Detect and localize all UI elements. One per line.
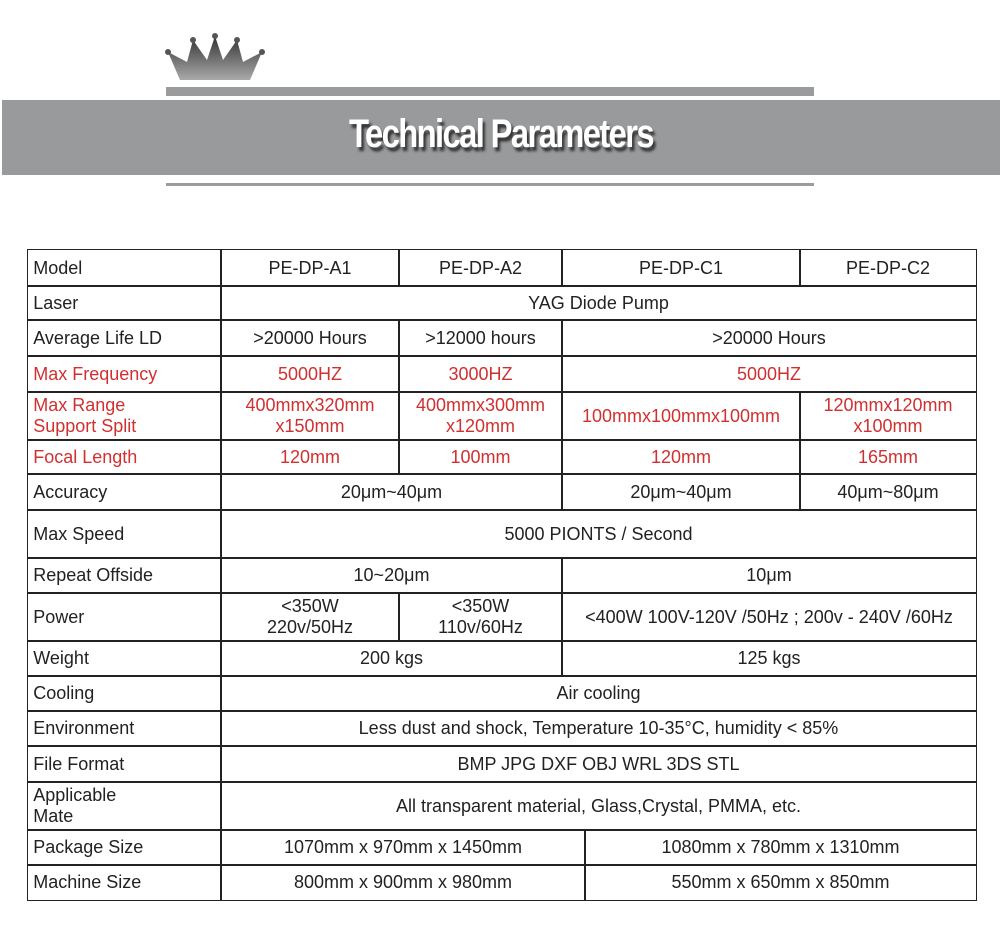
row-label (27, 473, 222, 511)
table-cell (220, 781, 977, 831)
row-label-text: Cooling (33, 683, 95, 703)
row-label-text: Max Frequency (33, 363, 158, 384)
row-label (27, 781, 222, 831)
table-cell-text: 100mm (450, 446, 511, 467)
table-cell-text: PE-DP-C1 (638, 257, 723, 278)
row-label (27, 745, 222, 783)
table-cell (398, 592, 563, 642)
table-cell-text: 1080mm x 780mm x 1310mm (661, 837, 900, 857)
title-banner (2, 100, 1000, 175)
table-cell (220, 557, 563, 594)
row-label-text: Power (33, 606, 85, 627)
row-label-text: Focal Length (33, 446, 138, 467)
table-cell (220, 509, 977, 559)
row-label-text: Repeat Offside (33, 565, 153, 585)
row-label-text: Applicable Mate (33, 785, 117, 826)
row-label-text: Max Speed (33, 523, 125, 544)
table-cell (220, 640, 563, 677)
table-cell (561, 249, 801, 287)
divider-top (166, 87, 814, 96)
table-cell (220, 391, 400, 441)
table-cell (220, 285, 977, 321)
table-cell-text: PE-DP-A2 (438, 257, 523, 278)
table-cell-text: >12000 hours (425, 327, 536, 348)
row-label-text: Max Range Support Split (33, 395, 137, 436)
table-cell-text: 40μm~80μm (837, 481, 939, 502)
table-cell (398, 319, 563, 357)
table-cell-text: 20μm~40μm (340, 481, 443, 502)
row-label (27, 640, 222, 677)
row-label-text: Average Life LD (33, 327, 163, 348)
table-cell (220, 249, 400, 287)
table-cell (584, 864, 977, 901)
row-label-text: Machine Size (33, 872, 142, 892)
table-cell-text: 5000 PIONTS / Second (504, 523, 693, 544)
row-label (27, 391, 222, 441)
page-title: Technical Parameters (349, 112, 653, 156)
table-cell (561, 557, 977, 594)
table-cell (799, 249, 977, 287)
table-cell (220, 355, 400, 393)
table-cell-text: 165mm (857, 446, 919, 467)
row-label-text: Laser (33, 292, 79, 313)
row-label (27, 592, 222, 642)
table-cell (398, 249, 563, 287)
table-cell-text: 120mm (279, 446, 341, 467)
table-cell-text: 100mmx100mmx100mm (581, 405, 781, 426)
row-label (27, 557, 222, 594)
table-cell-text: 400mmx320mm x150mm (245, 395, 375, 436)
row-label (27, 439, 222, 475)
table-cell (561, 473, 801, 511)
row-label (27, 675, 222, 712)
table-cell (220, 829, 586, 866)
table-cell-text: 10μm (746, 565, 792, 585)
table-cell-text: All transparent material, Glass,Crystal, PMMA, etc. (395, 795, 802, 816)
table-cell (561, 319, 977, 357)
row-label (27, 355, 222, 393)
row-label-text: File Format (33, 753, 125, 774)
table-cell-text: 200 kgs (359, 648, 424, 668)
table-cell-text: Less dust and shock, Temperature 10-35°C, humidity < 85% (358, 718, 839, 738)
row-label-text: Accuracy (33, 481, 108, 502)
table-cell (561, 391, 801, 441)
table-cell-text: Air cooling (556, 683, 641, 703)
table-cell (799, 473, 977, 511)
table-cell-text: >20000 Hours (253, 327, 367, 348)
table-cell (561, 640, 977, 677)
crown-icon (165, 32, 265, 84)
row-label (27, 829, 222, 866)
table-cell-text: 120mmx120mm x100mm (823, 395, 953, 436)
table-cell (220, 592, 400, 642)
table-cell (220, 473, 563, 511)
table-cell-text: 3000HZ (448, 363, 513, 384)
table-cell (220, 439, 400, 475)
table-cell-text: 10~20μm (353, 565, 430, 585)
table-cell-text: 5000HZ (736, 363, 802, 384)
table-cell (799, 439, 977, 475)
table-cell (220, 710, 977, 747)
table-cell (398, 439, 563, 475)
row-label (27, 319, 222, 357)
row-label (27, 864, 222, 901)
row-label-text: Model (33, 257, 83, 278)
table-cell-text: BMP JPG DXF OBJ WRL 3DS STL (457, 753, 740, 774)
table-cell-text: PE-DP-C2 (845, 257, 930, 278)
row-label-text: Package Size (33, 837, 144, 857)
table-cell (220, 675, 977, 712)
table-cell-text: 1070mm x 970mm x 1450mm (283, 837, 523, 857)
table-cell-text: <400W 100V-120V /50Hz ; 200v - 240V /60Hz (585, 606, 953, 627)
table-cell-text: 550mm x 650mm x 850mm (671, 872, 890, 892)
table-cell-text: PE-DP-A1 (268, 257, 352, 278)
row-label (27, 710, 222, 747)
divider-bottom (166, 183, 814, 186)
table-cell-text: 5000HZ (277, 363, 343, 384)
row-label-text: Environment (33, 718, 135, 738)
table-cell-text: >20000 Hours (712, 327, 826, 348)
table-cell-text: 120mm (650, 446, 712, 467)
row-label-text: Weight (33, 648, 89, 668)
table-cell-text: 400mmx300mm x120mm (415, 395, 546, 436)
table-cell-text: 125 kgs (737, 648, 801, 668)
table-cell-text: YAG Diode Pump (528, 292, 669, 313)
table-cell (398, 391, 563, 441)
row-label (27, 249, 222, 287)
row-label (27, 509, 222, 559)
table-cell (220, 864, 586, 901)
table-cell-text: 20μm~40μm (630, 481, 732, 502)
table-cell-text: <350W 220v/50Hz (266, 596, 354, 637)
table-cell (220, 319, 400, 357)
table-cell (561, 439, 801, 475)
table-cell (561, 355, 977, 393)
row-label (27, 285, 222, 321)
table-cell (584, 829, 977, 866)
table-cell-text: <350W 110v/60Hz (438, 596, 523, 637)
table-cell (799, 391, 977, 441)
table-cell (561, 592, 977, 642)
table-cell-text: 800mm x 900mm x 980mm (293, 872, 513, 892)
table-cell (220, 745, 977, 783)
table-cell (398, 355, 563, 393)
